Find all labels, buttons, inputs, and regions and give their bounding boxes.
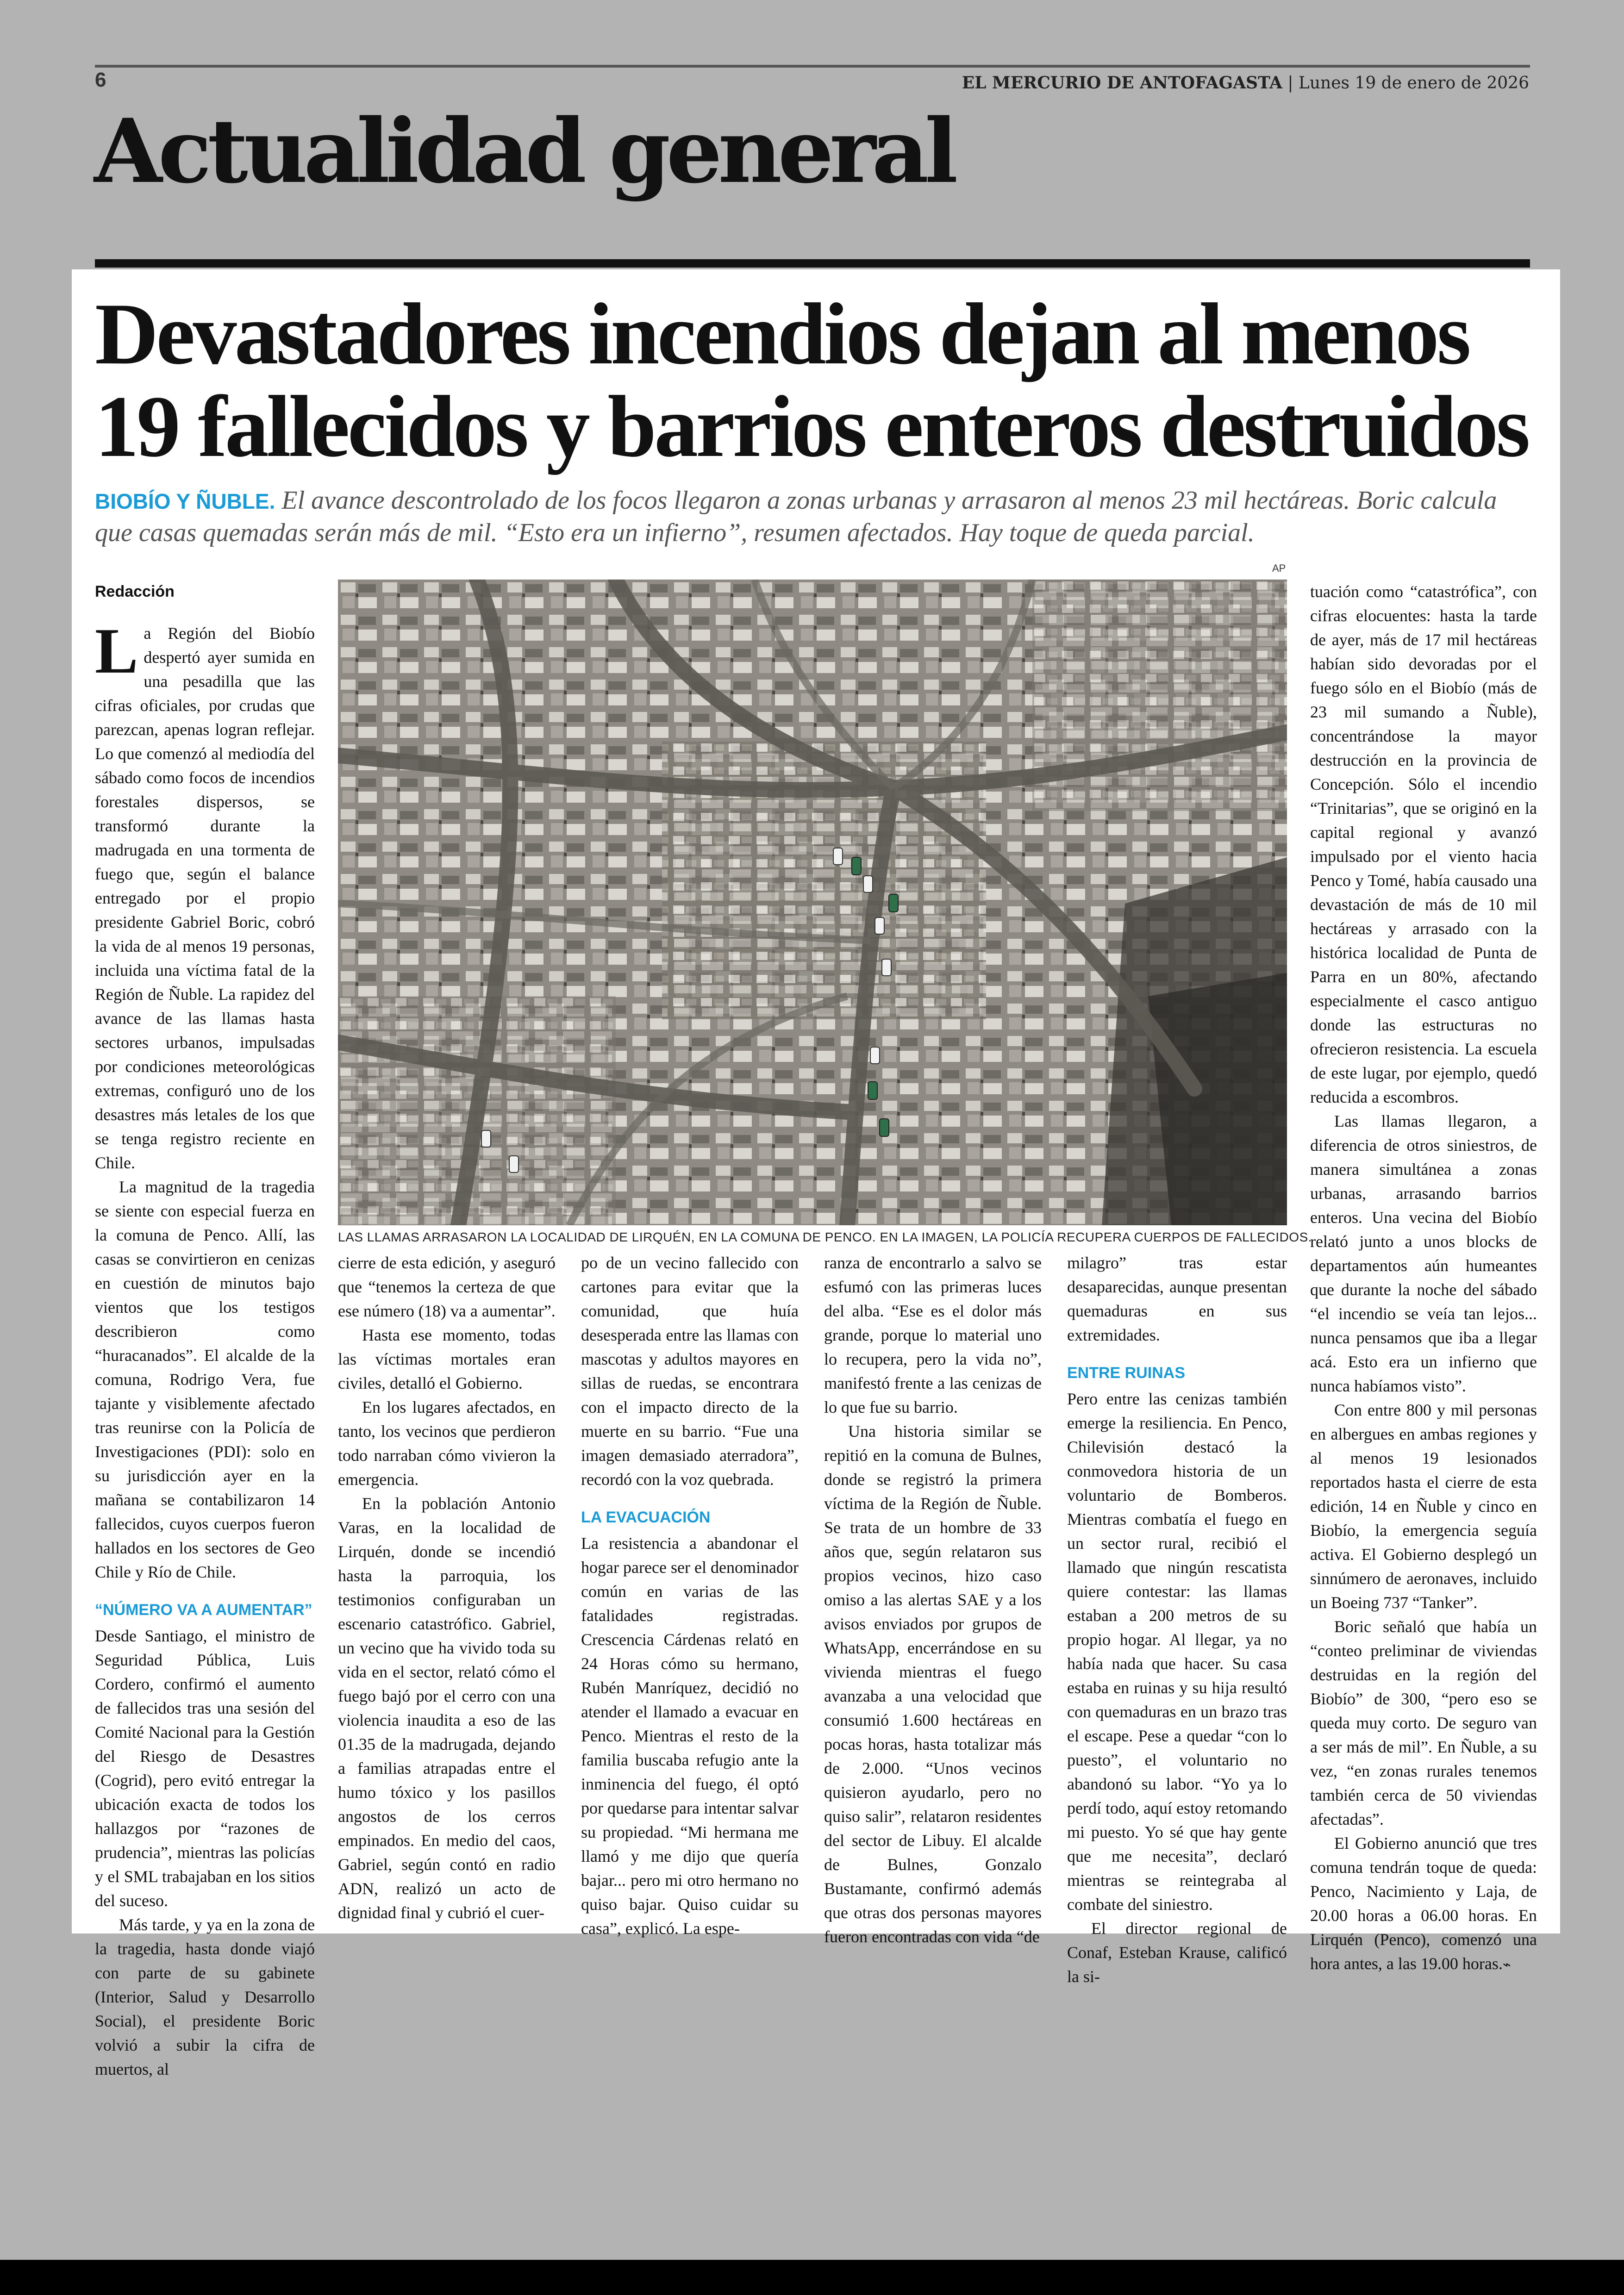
burned-neighborhood-image [338,580,1287,1225]
paragraph: Desde Santiago, el ministro de Seguridad Pública, Luis Cordero, confirmó el aumento de fallecidos tras una sesión del Comité Nacional para la Gestión del Riesgo de Desastres (Cogrid), pero evitó entregar la ubicación exacta de todos los hallazgos por “razones de prudencia”, mientras las policías y el SML trabajaban en los sitios del suceso. [95,1627,315,1910]
top-rule [95,65,1530,68]
paragraph: La magnitud de la tragedia se siente con especial fuerza en la comuna de Penco. Allí, las casas se convirtieron en cenizas en cuestión de minutos bajo vientos que los testigos describieron como “huracanados”. El alcalde de la comuna, Rodrigo Vera, fue tajante y visiblemente afectado tras reunirse con la Policía de Investigaciones (PDI): solo en su jurisdicción ayer en la mañana se contabilizaron 14 fallecidos, cuyos cuerpos fueron hallados en los sectores de Geo Chile y Río de Chile. [95,1178,315,1581]
column-6 [1310,580,1537,1977]
column-2 [338,1251,556,1925]
photo-credit: AP [1272,562,1286,574]
section-rule [95,259,1530,268]
paragraph: Pero entre las cenizas también emerge la resiliencia. En Penco, Chilevisión destacó la conmovedora historia de un voluntario de Bomberos. Mientras combatía el fuego en un sector rural, recibió el llamado que ningún rescatista quiere contestar: las llamas estaban a 200 metros de su propio hogar. Al llegar, ya no había nada que hacer. Su casa estaba en ruinas y su hija resultó con quemaduras en un brazo tras el escape. Pese a quedar “con lo puesto”, el voluntario no abandonó su labor. “Yo ya lo perdí todo, aquí estoy retomando mi puesto. Yo sé que hay gente que me necesita”, declaró mientras se reintegraba al combate del siniestro. [1067,1390,1287,1914]
deck-text: El avance descontrolado de los focos llegaron a zonas urbanas y arrasaron al menos 23 mil hectáreas. Boric calcula que casas quemadas serán más de mil. “Esto era un infierno”, resumen afectados. Hay toque de queda parcial. [95,486,1497,547]
paragraph: po de un vecino fallecido con cartones para evitar que la comunidad, que huía desesperada entre las llamas con mascotas y adultos mayores en sillas de ruedas, se encontrara con el impacto directo de la muerte en su barrio. “Fue una imagen demasiado aterradora”, recordó con la voz quebrada. [581,1254,799,1489]
paragraph: cierre de esta edición, y aseguró que “tenemos la certeza de que ese número (18) va a aumentar”. [338,1254,556,1320]
kicker: BIOBÍO Y ÑUBLE. [95,489,275,513]
paragraph: Una historia similar se repitió en la comuna de Bulnes, donde se registró la primera víctima de la Región de Ñuble. Se trata de un hombre de 33 años que, según relataron sus propios vecinos, hizo caso omiso a las alertas SAE y a los avisos enviados por grupos de WhatsApp, encerrándose en su vivienda mientras el fuego avanzaba a una velocidad que consumió 1.600 hectáreas en pocas horas, hasta totalizar más de 2.000. “Unos vecinos quisieron ayudarlo, pero no quiso salir”, relataron residentes del sector de Libuy. El alcalde de Bulnes, Gonzalo Bustamante, confirmó además que otras dos personas mayores fueron encontradas con vida “de [824,1422,1042,1946]
paragraph: El director regional de Conaf, Esteban Krause, calificó la si- [1067,1919,1287,1986]
paragraph: Más tarde, y ya en la zona de la tragedia, hasta donde viajó con parte de su gabinete (Interior, Salud y Desarrollo Social), el presidente Boric volvió a subir la cifra de muertos, al [95,1915,315,2078]
headline [95,288,1553,473]
paragraph: En los lugares afectados, en tanto, los vecinos que perdieron todo narraban cómo vivieron la emergencia. [338,1398,556,1489]
paragraph-text: El Gobierno anunció que tres comuna tendrán toque de queda: Penco, Nacimiento y Laja, de 20.00 horas a 06.00 horas. En Lirquén (Penco), comenzó una hora antes, a las 19.00 horas. [1310,1834,1537,1973]
subheading: “NÚMERO VA A AUMENTAR” [95,1601,312,1619]
column-1 [95,580,315,2081]
paragraph: Boric señaló que había un “conteo preliminar de viviendas destruidas en la región del Biobío” de 300, “pero eso se queda muy corto. De seguro van a ser más de mil”. En Ñuble, a su vez, “en zonas rurales tenemos también cerca de 50 viviendas afectadas”. [1310,1617,1537,1828]
column-3 [581,1251,799,1940]
page-number: 6 [95,69,106,91]
photo-caption: LAS LLAMAS ARRASARON LA LOCALIDAD DE LIRQUÉN, EN LA COMUNA DE PENCO. EN LA IMAGEN, LA POLICÍA RECUPERA CUERPOS DE FALLECIDOS. [338,1230,1312,1244]
byline: Redacción [95,583,175,600]
subheading: ENTRE RUINAS [1067,1364,1186,1382]
subheading: LA EVACUACIÓN [581,1509,711,1526]
paragraph: La resistencia a abandonar el hogar parece ser el denominador común en varias de las fatalidades registradas. Crescencia Cárdenas relató en 24 Horas cómo su hermano, Rubén Manríquez, decidió no atender el llamado a evacuar en Penco. Mientras el resto de la familia buscaba refugio ante la inminencia del fuego, él optó por quedarse para intentar salvar su propiedad. “Mi hermana me llamó y me dijo que quería bajar... pero mi otro hermano no quiso bajar. Quiso cuidar su casa”, explicó. La espe- [581,1534,799,1938]
headline-line-1: Devastadores incendios dejan al menos [95,286,1469,383]
column-4 [824,1251,1042,1949]
paragraph [95,615,315,1175]
headline-line-2: 19 fallecidos y barrios enteros destruidos [95,378,1528,475]
paragraph: tuación como “catastrófica”, con cifras elocuentes: hasta la tarde de ayer, más de 17 mil hectáreas habían sido devoradas por el fuego sólo en el Biobío (más de 23 mil sumando a Ñuble), concentrándose la mayor destrucción en la provincia de Concepción. Sólo el incendio “Trinitarias”, que se originó en la capital regional y avanzó impulsado por el viento hacia Penco y Tomé, había causado una devastación de más de 10 mil hectáreas y arrasado con la histórica localidad de Punta de Parra en un 80%, afectando especialmente el casco antiguo donde las estructuras no ofrecieron resistencia. La escuela de este lugar, por ejemplo, quedó reducida a escombros. [1310,582,1537,1106]
article [72,269,1560,2078]
paragraph-text: a Región del Biobío despertó ayer sumida en una pesadilla que las cifras oficiales, por crudas que parezcan, apenas logran reflejar. Lo que comenzó al mediodía del sábado como focos de incendios forestales dispersos, se transformó durante la madrugada en una tormenta de fuego que, según el balance entregado por el propio presidente Gabriel Boric, cobró la vida de al menos 19 personas, incluida una víctima fatal de la Región de Ñuble. La rapidez del avance de las llamas hasta sectores urbanos, impulsadas por condiciones meteorológicas extremas, configuró uno de los desastres más letales de los que se tenga registro reciente en Chile. [95,624,315,1172]
section-title: Actualidad general [94,100,954,203]
paragraph: milagro” tras estar desaparecidas, aunque presentan quemaduras en sus extremidades. [1067,1254,1287,1344]
end-mark-icon: ⌁ [1502,1957,1511,1972]
paragraph: ranza de encontrarlo a salvo se esfumó con las primeras luces del alba. “Ese es el dolor más grande, porque lo material uno lo recupera, pero la vida no”, manifestó frente a las cenizas de lo que fue su barrio. [824,1254,1042,1416]
paragraph [1310,1831,1537,1977]
drop-cap: L [95,615,138,687]
masthead-info [962,73,1529,93]
newspaper-name: EL MERCURIO DE ANTOFAGASTA [962,73,1282,93]
issue-date: | Lunes 19 de enero de 2026 [1287,74,1529,93]
deck [95,485,1530,549]
aerial-photo [338,580,1287,1225]
paragraph: Hasta ese momento, todas las víctimas mortales eran civiles, detalló el Gobierno. [338,1326,556,1392]
bottom-bar [0,2260,1624,2295]
column-5 [1067,1251,1287,1989]
paragraph: Con entre 800 y mil personas en albergues en ambas regiones y al menos 19 lesionados reportados hasta el cierre de esta edición, 14 en Ñuble y cinco en Biobío, la emergencia seguía activa. El Gobierno desplegó un sinnúmero de aeronaves, incluido un Boeing 737 “Tanker”. [1310,1401,1537,1612]
paragraph: En la población Antonio Varas, en la localidad de Lirquén, donde se incendió hasta la parroquia, los testimonios configuraban un escenario catastrófico. Gabriel, un vecino que ha vivido toda su vida en el sector, relató cómo el fuego bajó por el cerro con una violencia inaudita a eso de las 01.35 de la madrugada, dejando a familias atrapadas entre el humo tóxico y los pasillos angostos de los cerros empinados. En medio del caos, Gabriel, según contó en radio ADN, realizó un acto de dignidad final y cubrió el cuer- [338,1494,556,1922]
paragraph: Las llamas llegaron, a diferencia de otros siniestros, de manera simultánea a zonas urbanas, arrasando barrios enteros. Una vecina del Biobío relató junto a unos blocks de departamentos aún humeantes que durante la noche del sábado “el incendio se veía tan lejos... nunca pensamos que iba a llegar acá. Esto era un infierno que nunca habíamos visto”. [1310,1112,1537,1395]
